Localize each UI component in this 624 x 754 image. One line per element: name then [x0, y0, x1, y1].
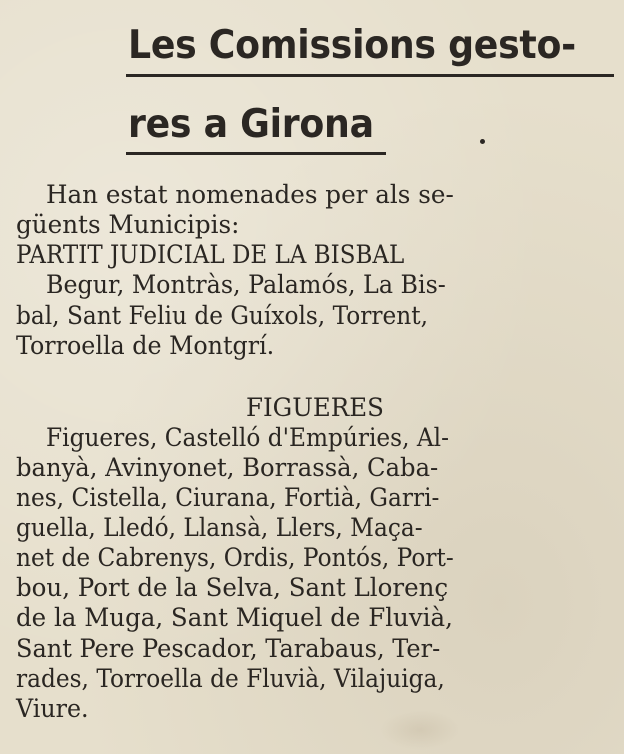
figueres-line-10: Viure. — [16, 694, 89, 723]
ink-dot — [480, 139, 485, 144]
figueres-line-2: banyà, Avinyonet, Borrassà, Caba- — [16, 453, 439, 482]
headline-rule-2 — [126, 152, 386, 155]
figueres-line-8: Sant Pere Pescador, Tarabaus, Ter- — [16, 634, 441, 663]
intro-line-1: Han estat nomenades per als se- — [46, 180, 454, 209]
bisbal-line-3: Torroella de Montgrí. — [16, 331, 275, 360]
paper-stain — [380, 710, 460, 750]
figueres-line-3: nes, Cistella, Ciurana, Fortià, Garri- — [16, 483, 440, 512]
headline-line-2: res a Girona — [128, 102, 374, 147]
intro-line-2: güents Municipis: — [16, 210, 240, 239]
headline-rule-1 — [126, 74, 614, 77]
headline-line-1: Les Comissions gesto- — [128, 23, 576, 68]
bisbal-line-1: Begur, Montràs, Palamós, La Bis- — [46, 270, 446, 299]
section-heading-bisbal: PARTIT JUDICIAL DE LA BISBAL — [16, 240, 405, 269]
section-heading-figueres: FIGUERES — [246, 393, 384, 422]
figueres-line-9: rades, Torroella de Fluvià, Vilajuiga, — [16, 664, 445, 693]
bisbal-line-2: bal, Sant Feliu de Guíxols, Torrent, — [16, 301, 428, 330]
figueres-line-5: net de Cabrenys, Ordis, Pontós, Port- — [16, 543, 454, 572]
figueres-line-1: Figueres, Castelló d'Empúries, Al- — [46, 423, 449, 452]
figueres-line-4: guella, Lledó, Llansà, Llers, Maça- — [16, 513, 423, 542]
figueres-line-7: de la Muga, Sant Miquel de Fluvià, — [16, 603, 453, 632]
figueres-line-6: bou, Port de la Selva, Sant Llorenç — [16, 573, 449, 602]
